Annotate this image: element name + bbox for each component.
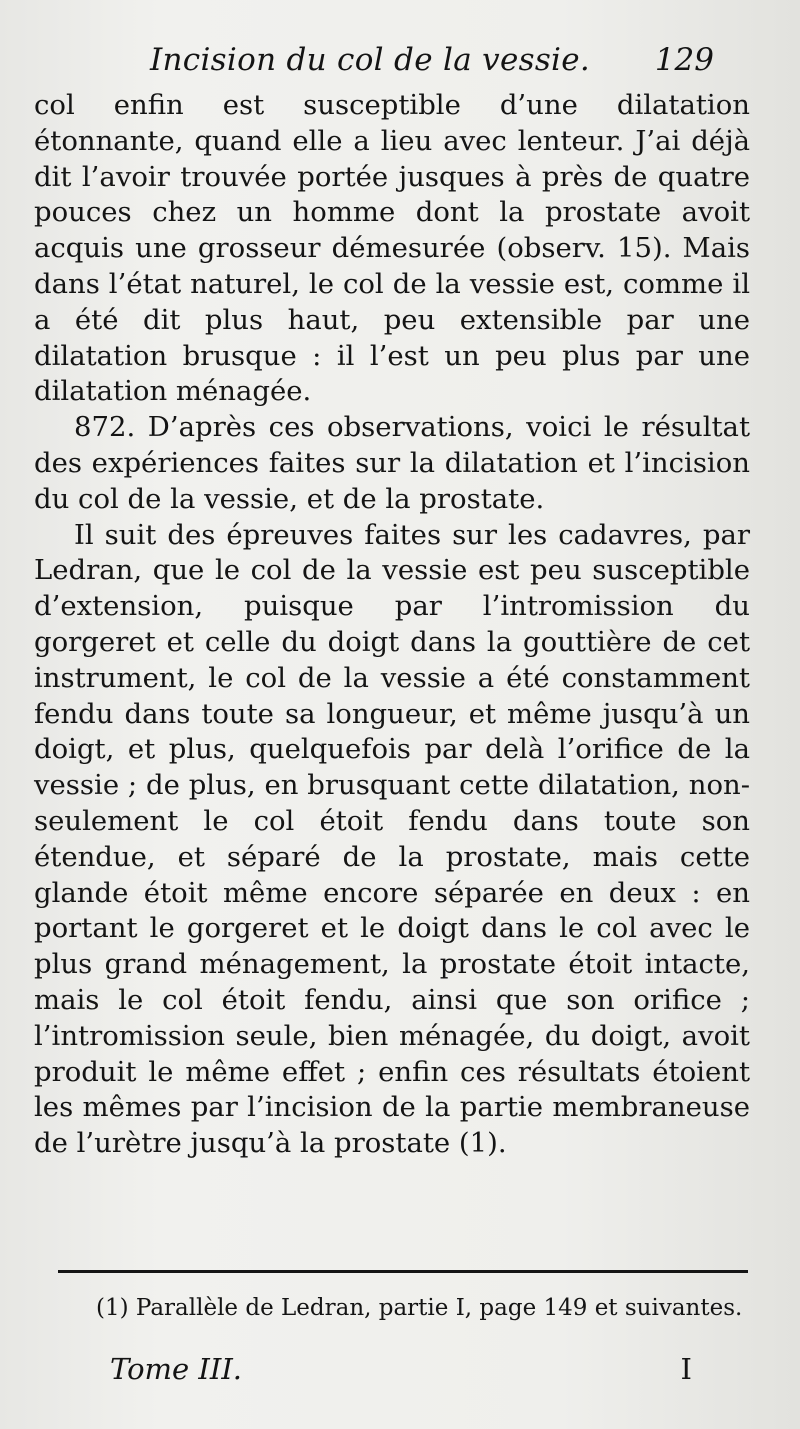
footnote <box>40 1293 756 1323</box>
footnote-text: (1) Parallèle de Ledran, partie I, page 149 et suivantes. <box>96 1295 743 1321</box>
page-header <box>150 42 714 88</box>
footnote-rule <box>58 1270 748 1273</box>
signature-mark: I <box>680 1352 692 1386</box>
volume-label: Tome III. <box>110 1352 243 1386</box>
paragraph-872: 872. D’après ces observations, voici le résultat des expériences faites sur la dilatation et l’incision du col de la vessie, et de la prostate. <box>34 411 750 515</box>
paragraph-ledran-experiments: Il suit des épreuves faites sur les cadavres, par Ledran, que le col de la vessie est peu susceptible d’extension, puisque par l’intromission du gorgeret et celle du doigt dans la gouttière de cet instrument, le col de la vessie a été constamment fendu dans toute sa longueur, et même jusqu’à un doigt, et plus, quelquefois par delà l’orifice de la vessie ; de plus, en brusquant cette dilatation, non-seulement le col étoit fendu dans toute son étendue, et séparé de la prostate, mais cette glande étoit même encore séparée en deux : en portant le gorgeret et le doigt dans le col avec le plus grand ménagement, la prostate étoit intacte, mais le col étoit fendu, ainsi que son orifice ; l’intromission seule, bien ménagée, du doigt, avoit produit le même effet ; enfin ces résultats étoient les mêmes par l’incision de la partie membraneuse de l’urètre jusqu’à la prostate (1). <box>34 518 750 1160</box>
running-head: Incision du col de la vessie. <box>150 42 591 78</box>
page-number: 129 <box>654 42 714 78</box>
signature-line <box>110 1352 692 1392</box>
paragraph-continuation: col enfin est susceptible d’une dilatation étonnante, quand elle a lieu avec lenteur. J’ai déjà dit l’avoir trouvée portée jusques à près de quatre pouces chez un homme dont la prostate avoit acquis une grosseur démesurée (observ. 15). Mais dans l’état naturel, le col de la vessie est, comme il a été dit plus haut, peu extensible par une dilatation brusque : il l’est un peu plus par une dilatation ménagée. <box>34 89 750 408</box>
body-text <box>34 88 750 1162</box>
